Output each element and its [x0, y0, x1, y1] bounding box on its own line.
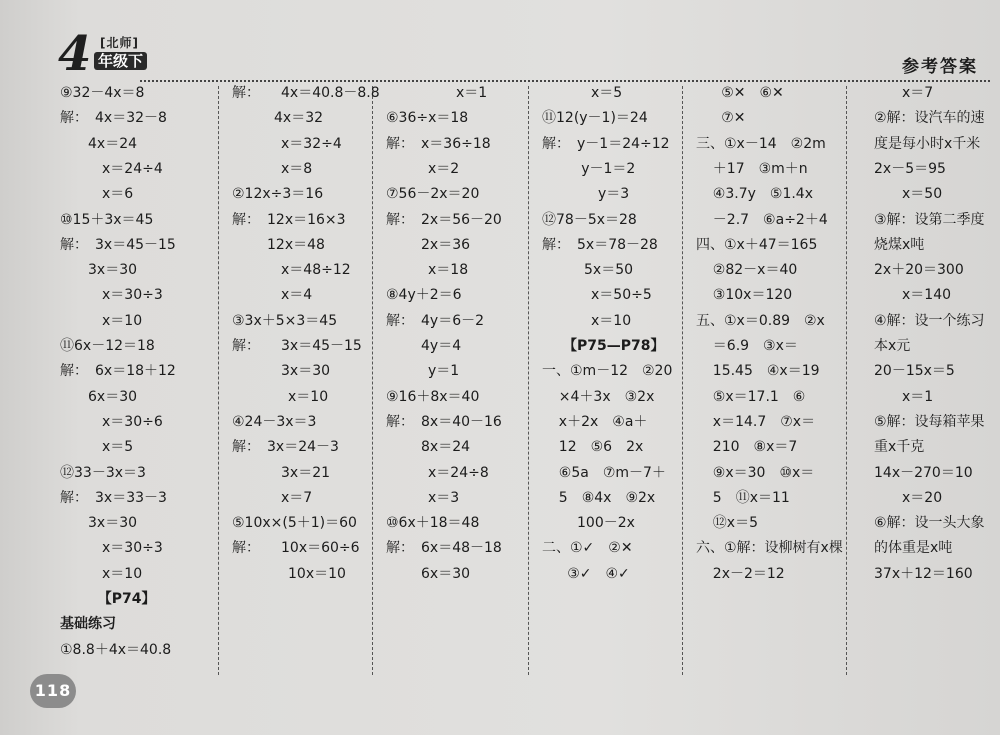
answer-line: －2.7 ⑥a÷2＋4	[712, 211, 828, 228]
answer-line: ⑩6x＋18＝48	[386, 515, 480, 532]
answer-line: 10x＝10	[288, 565, 346, 582]
column-divider	[682, 86, 683, 675]
answer-line: 3x＝30	[88, 262, 138, 279]
answer-line: 3x＝30	[88, 515, 138, 532]
answer-line: 8x＝24	[421, 439, 471, 456]
answer-line: x＝10	[591, 312, 632, 329]
answer-line: x＝30÷3	[102, 287, 163, 304]
answer-line: ⑫78－5x＝28	[542, 211, 637, 228]
answer-line: ×4＋3x ③2x	[558, 388, 655, 405]
answer-line: 六、①解：设柳树有x棵	[696, 540, 843, 557]
answer-line: ⑤x＝17.1 ⑥	[712, 388, 806, 405]
answer-line: x＝7	[281, 489, 313, 506]
answer-line: 五、①x＝0.89 ②x	[696, 312, 825, 329]
answer-line: ②12x÷3＝16	[232, 186, 324, 203]
answer-line: 解： 10x＝60÷6	[232, 540, 360, 557]
answer-line: x＝7	[902, 85, 934, 101]
answer-line: ⑦56－2x＝20	[386, 186, 480, 203]
answer-line: x＝50	[902, 186, 943, 203]
answer-line: x＋2x ④a＋	[558, 413, 648, 430]
answer-line: x＝1	[902, 388, 934, 405]
answer-line: ⑤✕ ⑥✕	[721, 85, 784, 101]
answer-line: ②解：设汽车的速	[874, 110, 985, 127]
answer-line: x＝10	[102, 565, 143, 582]
answer-line: x＝30÷6	[102, 413, 163, 430]
column-divider	[218, 86, 219, 675]
answer-line: 37x＋12＝160	[874, 565, 973, 582]
answer-line: y＝3	[598, 186, 630, 203]
answer-line: x＝5	[102, 439, 134, 456]
answer-line: 20－15x＝5	[874, 363, 955, 380]
answer-line: 二、①✓ ②✕	[542, 540, 633, 557]
section-heading: 基础练习	[60, 616, 116, 633]
answer-line: x＝1	[456, 85, 488, 101]
page-header	[0, 0, 1000, 80]
answer-line: ⑥5a ⑦m－7＋	[558, 464, 666, 481]
answer-line: 6x＝30	[88, 388, 138, 405]
answer-line: ⑥36÷x＝18	[386, 110, 469, 127]
answer-line: y＝1	[428, 363, 460, 380]
answer-line: 四、①x＋47＝165	[696, 236, 818, 253]
answer-line: x＝32÷4	[281, 135, 342, 152]
column-divider	[528, 86, 529, 675]
grade-number: 4	[58, 26, 92, 82]
answer-line: ④3.7y ⑤1.4x	[712, 186, 813, 203]
answer-line: 2x＝36	[421, 236, 471, 253]
answer-line: 3x＝21	[281, 464, 331, 481]
answer-line: 解： 2x＝56－20	[386, 211, 502, 228]
page-number: 118	[30, 674, 76, 708]
page-title: 参考答案	[902, 57, 978, 77]
answer-line: ⑪6x－12＝18	[60, 338, 155, 354]
answer-line: 6x＝30	[421, 565, 471, 582]
answer-line: 5 ⑪x＝11	[712, 489, 790, 506]
answer-line: 解： 4y＝6－2	[386, 312, 485, 329]
answer-line: ⑨x＝30 ⑩x＝	[712, 464, 815, 481]
answer-line: ④解：设一个练习	[874, 312, 985, 329]
answer-line: 解： 3x＝33－3	[60, 489, 167, 506]
answer-line: 15.45 ④x＝19	[712, 363, 820, 380]
answer-line: 解： 3x＝24－3	[232, 439, 339, 456]
answer-line: 5 ⑧4x ⑨2x	[558, 489, 656, 506]
answer-line: x＝10	[288, 388, 329, 405]
answer-line: ＋17 ③m＋n	[712, 160, 808, 177]
answer-line: 解： y－1＝24÷12	[542, 135, 670, 152]
answer-line: x＝6	[102, 186, 134, 203]
answer-line: ⑫x＝5	[712, 515, 758, 532]
grade-logo	[58, 26, 168, 82]
section-heading: 【P75—P78】	[563, 338, 665, 354]
answer-line: ⑥解：设一头大象	[874, 515, 985, 532]
answer-line: ⑩15＋3x＝45	[60, 211, 154, 228]
answer-line: 解： 3x＝45－15	[60, 236, 176, 253]
answer-line: x＝18	[428, 262, 469, 279]
answer-line: ③3x＋5×3＝45	[232, 312, 338, 329]
answer-line: x＝50÷5	[591, 287, 652, 304]
answer-line: ①8.8＋4x＝40.8	[60, 641, 172, 658]
answer-line: x＝14.7 ⑦x＝	[712, 413, 816, 430]
answer-line: x＝24÷4	[102, 160, 163, 177]
answer-line: x＝24÷8	[428, 464, 489, 481]
answer-line: 解： 8x＝40－16	[386, 413, 502, 430]
answer-line: y－1＝2	[581, 160, 636, 177]
answer-line: ⑨32－4x＝8	[60, 85, 145, 101]
answer-line: ③✓ ④✓	[567, 565, 630, 582]
answer-line: ⑨16＋8x＝40	[386, 388, 480, 405]
answer-line: 烧煤x吨	[874, 236, 925, 253]
answer-line: 解： 4x＝40.8－8.8	[232, 85, 380, 101]
answer-line: 3x＝30	[281, 363, 331, 380]
grade-label: 年级下	[94, 52, 147, 70]
answer-line: ⑪12(y－1)＝24	[542, 110, 648, 127]
section-heading: 【P74】	[97, 591, 156, 607]
answer-line: ②82－x＝40	[712, 262, 798, 279]
answer-line: 解： 4x＝32－8	[60, 110, 167, 127]
answer-line: 5x＝50	[584, 262, 634, 279]
column-divider	[846, 86, 847, 675]
answer-line: 三、①x－14 ②2m	[696, 135, 826, 152]
answer-line: 解： 5x＝78－28	[542, 236, 658, 253]
answer-line: 本x元	[874, 338, 911, 354]
answer-line: 一、①m－12 ②20	[542, 363, 673, 380]
answer-line: ⑦✕	[721, 110, 746, 127]
answer-line: 100－2x	[577, 515, 635, 532]
answer-line: 度是每小时x千米	[874, 135, 981, 152]
answer-line: ⑤10x×(5＋1)＝60	[232, 515, 357, 532]
answer-line: x＝20	[902, 489, 943, 506]
answer-line: x＝140	[902, 287, 952, 304]
answer-line: 210 ⑧x＝7	[712, 439, 798, 456]
answer-line: x＝3	[428, 489, 460, 506]
answer-line: ⑤解：设每箱苹果	[874, 413, 985, 430]
answer-line: 解： 6x＝18＋12	[60, 363, 176, 380]
answer-line: 解： 12x＝16×3	[232, 211, 346, 228]
answer-line: x＝8	[281, 160, 313, 177]
answer-line: 12x＝48	[267, 236, 325, 253]
answer-line: 2x＋20＝300	[874, 262, 964, 279]
answer-line: 4x＝32	[274, 110, 324, 127]
answer-line: ＝6.9 ③x＝	[712, 338, 798, 354]
answer-line: 解： 6x＝48－18	[386, 540, 502, 557]
answer-line: x＝48÷12	[281, 262, 351, 279]
answer-line: ③10x＝120	[712, 287, 793, 304]
answer-line: ⑫33－3x＝3	[60, 464, 146, 481]
answer-line: x＝5	[591, 85, 623, 101]
answer-line: 2x－2＝12	[712, 565, 785, 582]
answer-line: 12 ⑤6 2x	[558, 439, 644, 456]
answer-line: ⑧4y＋2＝6	[386, 287, 462, 304]
answer-line: 解： 3x＝45－15	[232, 338, 362, 354]
answer-line: 的体重是x吨	[874, 540, 953, 557]
answer-line: x＝4	[281, 287, 313, 304]
answer-line: ③解：设第二季度	[874, 211, 985, 228]
answer-line: 4x＝24	[88, 135, 138, 152]
edition-label: [北师]	[100, 36, 139, 50]
answer-line: x＝2	[428, 160, 460, 177]
answer-line: 重x千克	[874, 439, 925, 456]
answer-line: 解： x＝36÷18	[386, 135, 491, 152]
answer-line: 14x－270＝10	[874, 464, 973, 481]
answer-line: x＝30÷3	[102, 540, 163, 557]
answer-line: 4y＝4	[421, 338, 462, 354]
column-divider	[372, 86, 373, 675]
answer-line: 2x－5＝95	[874, 160, 946, 177]
answer-line: x＝10	[102, 312, 143, 329]
answer-line: ④24－3x＝3	[232, 413, 317, 430]
